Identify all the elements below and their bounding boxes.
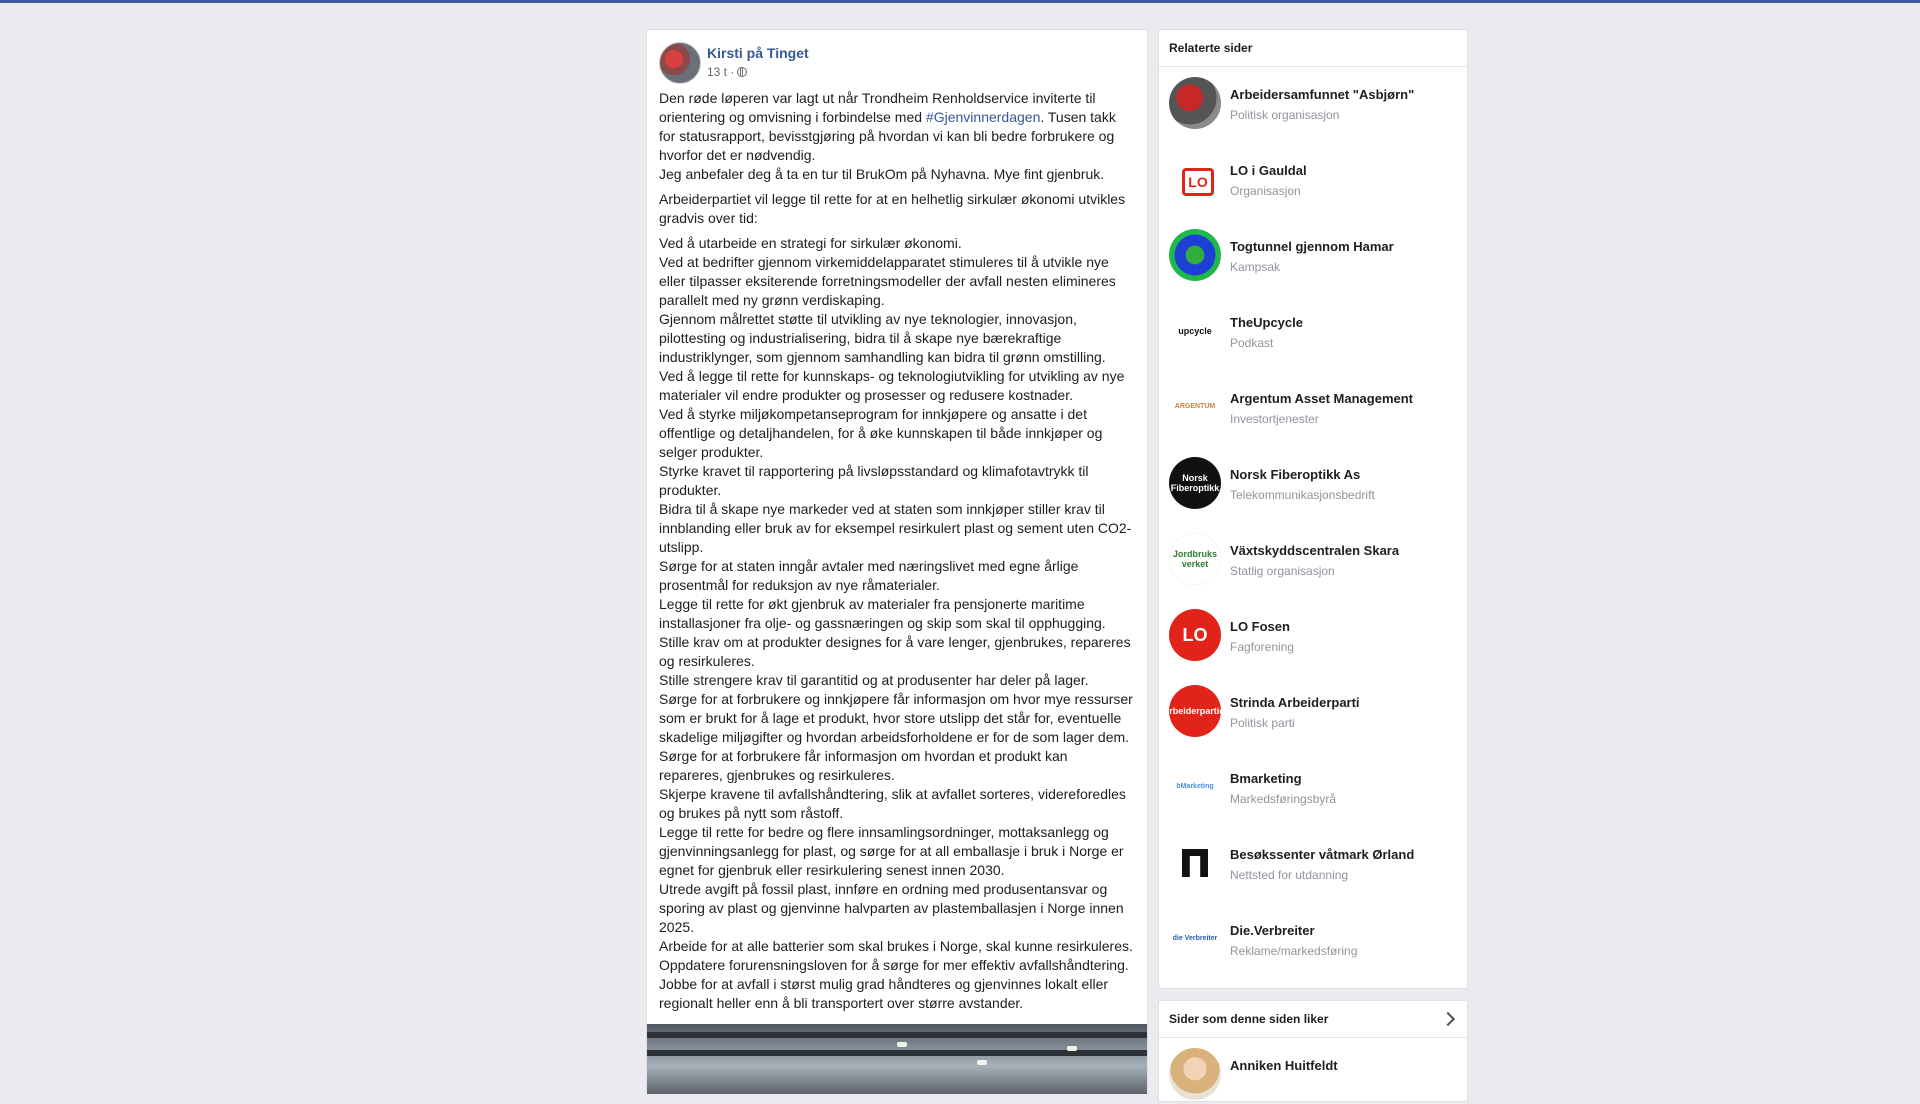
verbreiter-logo[interactable] [1169,913,1221,965]
policy-points [659,234,1135,1013]
related-page-item[interactable] [1169,381,1459,437]
related-page-category: Politisk parti [1230,716,1295,730]
hashtag-link[interactable]: #Gjenvinnerdagen [925,109,1041,125]
red-flag-photo[interactable] [1169,77,1221,129]
related-page-category: Nettsted for utdanning [1230,868,1349,882]
photo-lamp [1067,1046,1077,1051]
logo-text: upcycle [1178,326,1212,336]
liked-pages-title-text: Sider som denne siden liker [1169,1012,1329,1026]
related-pages-panel [1158,29,1468,989]
related-page-item[interactable] [1169,77,1459,133]
vatmark-shape [1182,849,1208,877]
post-recommendation: Jeg anbefaler deg å ta en tur til BrukOm på Nyhavna. Mye fint gjenbruk. [659,166,1105,182]
related-page-item[interactable] [1169,609,1459,665]
related-page-category: Podkast [1230,336,1274,350]
related-page-name[interactable]: Bmarketing [1230,771,1302,786]
vatmark-logo[interactable] [1169,837,1221,889]
liked-page-item[interactable] [1169,1048,1459,1104]
related-page-category: Investortjenester [1230,412,1319,426]
related-page-name[interactable]: Togtunnel gjennom Hamar [1230,239,1394,254]
post-timestamp[interactable]: 13 t · [707,65,735,79]
upcycle-logo[interactable] [1169,305,1221,357]
related-page-name[interactable]: Norsk Fiberoptikk As [1230,467,1361,482]
logo-text: bMarketing [1176,783,1214,790]
related-page-item[interactable] [1169,229,1459,285]
policy-point: Bidra til å skape nye markeder ved at staten som innkjøper stiller krav til innblanding eller bruk av for eksempel resirkulert plast og sement uten CO2-utslipp. [659,501,1132,555]
post-photo[interactable] [647,1024,1147,1094]
related-page-category: Telekommunikasjonsbedrift [1230,488,1375,502]
argentum-logo[interactable] [1169,381,1221,433]
related-page-item[interactable] [1169,761,1459,817]
policy-point: Ved å styrke miljøkompetanseprogram for innkjøpere og ansatte i det offentlige og detaljhandelen, for å øke kunnskapen til både innkjøper og selger produkter. [659,406,1103,460]
related-page-name[interactable]: LO i Gauldal [1230,163,1307,178]
related-page-name[interactable]: TheUpcycle [1230,315,1303,330]
related-page-name[interactable]: Växtskyddscentralen Skara [1230,543,1400,558]
intro-text-cont: . Tusen takk for statusrapport, bevisstgjøring på hvordan vi kan bli bedre forbrukere og hvorfor det er nødvendig. [659,109,1116,163]
policy-point: Skjerpe kravene til avfallshåndtering, slik at avfallet sorteres, videreforedles og brukes på nytt som råstoff. [659,786,1126,821]
logo-text: ARGENTUM [1174,403,1216,410]
logo-text: LO [1182,625,1208,645]
related-page-name[interactable]: Besøkssenter våtmark Ørland [1230,847,1415,862]
related-page-name[interactable]: Die.Verbreiter [1230,923,1315,938]
logo-text: die Verbreiter [1172,935,1218,942]
policy-point: Stille strengere krav til garantitid og at produsenter har deler på lager. [659,672,1089,688]
related-page-item[interactable] [1169,305,1459,361]
related-page-item[interactable] [1169,837,1459,893]
related-page-name[interactable]: LO Fosen [1230,619,1290,634]
rose-logo[interactable] [1162,685,1228,737]
liked-page-avatar [1169,1048,1221,1100]
lo-logo[interactable] [1182,168,1214,196]
logo-text: Arbeiderpartiet [1162,706,1228,716]
related-page-item[interactable] [1169,913,1459,969]
post-meta [707,65,747,79]
related-page-item[interactable] [1169,533,1459,589]
post-text [659,89,1135,1013]
related-page-name[interactable]: Strinda Arbeiderparti [1230,695,1360,710]
related-page-item[interactable] [1169,153,1459,209]
policy-point: Utrede avgift på fossil plast, innføre en ordning med produsentansvar og sporing av plast og gjenvinne halvparten av plastemballasjen i Norge innen 2025. [659,881,1124,935]
lo-logo[interactable] [1169,609,1221,661]
post-header [659,42,1129,84]
liked-page-name[interactable]: Anniken Huitfeldt [1230,1058,1338,1073]
policy-point: Ved å legge til rette for kunnskaps- og teknologiutvikling for utvikling av nye materialer vil endre produkter og prosesser og redusere kostnader. [659,368,1125,403]
map-icon[interactable] [1169,229,1221,281]
related-page-category: Statlig organisasjon [1230,564,1335,578]
policy-point: Legge til rette for økt gjenbruk av materialer fra pensjonerte maritime installasjoner fra olje- og gassnæringen og skip som skal til opphugging. [659,596,1106,631]
related-page-item[interactable] [1162,685,1459,741]
intro-text: Den røde løperen var lagt ut når Trondheim Renholdservice inviterte til orientering og omvisning i forbindelse med [659,90,1096,125]
policy-point: Sørge for at staten inngår avtaler med næringslivet med egne årlige prosentmål for reduksjon av nye råmaterialer. [659,558,1079,593]
jordbruksverket-logo[interactable] [1169,533,1221,585]
photo-lamp [897,1042,907,1047]
policy-point: Jobbe for at avfall i størst mulig grad håndteres og gjenvinnes lokalt eller regionalt heller enn å bli transportert over større avstander. [659,976,1109,1011]
chevron-right-icon[interactable] [1441,1012,1455,1026]
policy-point: Ved at bedrifter gjennom virkemiddelapparatet stimuleres til å utvikle nye eller tilpasser eksiterende forretningsmodeller der avfall nesten elimineres parallelt med ny grønn verdiskaping. [659,254,1116,308]
liked-pages-panel [1158,1000,1468,1102]
related-pages-title: Relaterte sider [1159,30,1467,67]
policy-point: Styrke kravet til rapportering på livsløpsstandard og klimafotavtrykk til produkter. [659,463,1089,498]
related-page-item[interactable] [1169,457,1459,513]
policy-point: Ved å utarbeide en strategi for sirkulær økonomi. [659,235,962,251]
related-page-name[interactable]: Argentum Asset Management [1230,391,1413,406]
policy-point: Arbeide for at alle batterier som skal brukes i Norge, skal kunne resirkuleres. [659,938,1133,954]
logo-text: LO [1188,174,1208,190]
policy-point: Stille krav om at produkter designes for å vare lenger, gjenbrukes, repareres og resirkuleres. [659,634,1131,669]
photo-lamp [977,1060,987,1065]
related-page-category: Markedsføringsbyrå [1230,792,1337,806]
policy-point: Sørge for at forbrukere får informasjon om hvordan et produkt kan repareres, gjenbrukes og resirkuleres. [659,748,1068,783]
post-card [646,29,1148,1091]
photo-beam [647,1032,1147,1038]
globe-icon [737,67,747,77]
author-name-link[interactable]: Kirsti på Tinget [707,45,809,61]
author-avatar[interactable] [659,42,701,84]
related-page-category: Kampsak [1230,260,1281,274]
policy-point: Sørge for at forbrukere og innkjøpere får informasjon om hvor mye ressurser som er brukt for å lage et produkt, hvor store utslipp det står for, eventuelle skadelige miljøgifter og hvordan arbeidsforholdene er for de som lager dem. [659,691,1133,745]
policy-intro: Arbeiderpartiet vil legge til rette for at en helhetlig sirkulær økonomi utvikles gradvis over tid: [659,191,1126,226]
top-navigation-bar [0,0,1920,3]
liked-pages-title[interactable] [1159,1001,1467,1038]
fiberoptikk-logo[interactable] [1169,457,1221,509]
bmarketing-logo[interactable] [1169,761,1221,813]
logo-text: Norsk Fiberoptikk [1170,473,1220,493]
logo-text: Jordbruks verket [1172,549,1217,569]
related-page-category: Fagforening [1230,640,1295,654]
related-page-name[interactable]: Arbeidersamfunnet "Asbjørn" [1230,87,1415,102]
related-page-category: Politisk organisasjon [1230,108,1340,122]
related-page-category: Reklame/markedsføring [1230,944,1358,958]
policy-point: Gjennom målrettet støtte til utvikling av nye teknologier, innovasjon, pilottesting og industrialisering, bidra til å skape nye bærekraftige industriklynger, som gjennom samhandling kan bidra til grønn omstilling. [659,311,1106,365]
related-page-category: Organisasjon [1230,184,1301,198]
policy-point: Legge til rette for bedre og flere innsamlingsordninger, mottaksanlegg og gjenvinningsanlegg for plast, og sørge for at all emballasje i bruk i Norge er egnet for gjenbruk eller resirkulering senest innen 2030. [659,824,1124,878]
post-intro [659,89,1135,165]
policy-point: Oppdatere forurensningsloven for å sørge for mer effektiv avfallshåndtering. [659,957,1129,973]
